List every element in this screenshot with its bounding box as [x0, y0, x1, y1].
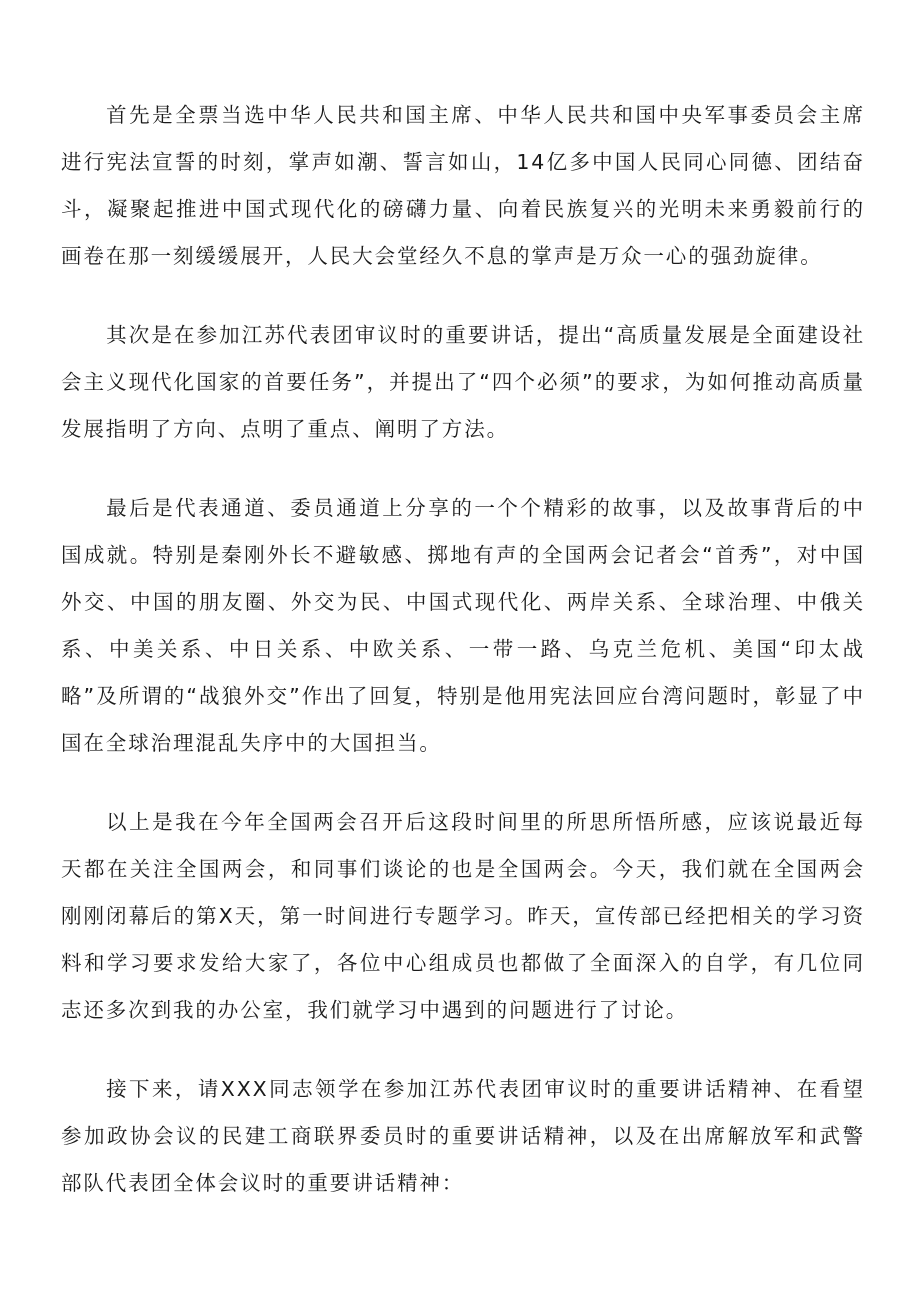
- paragraph-4: 以上是我在今年全国两会召开后这段时间里的所思所悟所感，应该说最近每天都在关注全国两会，和同事们谈论的也是全国两会。今天，我们就在全国两会刚刚闭幕后的第X天，第一时间进行专题学习。昨天，宣传部已经把相关的学习资料和学习要求发给大家了，各位中心组成员也都做了全面深入的自学，有几位同志还多次到我的办公室，我们就学习中遇到的问题进行了讨论。: [61, 810, 865, 1022]
- paragraph-2: 其次是在参加江苏代表团审议时的重要讲话，提出“高质量发展是全面建设社会主义现代化国家的首要任务”，并提出了“四个必须”的要求，为如何推动高质量发展指明了方向、点明了重点、阐明了方法。: [61, 323, 865, 441]
- paragraph-1: 首先是全票当选中华人民共和国主席、中华人民共和国中央军事委员会主席进行宪法宣誓的时刻，掌声如潮、誓言如山，14亿多中国人民同心同德、团结奋斗，凝聚起推进中国式现代化的磅礴力量、向着民族复兴的光明未来勇毅前行的画卷在那一刻缓缓展开，人民大会堂经久不息的掌声是万众一心的强劲旋律。: [61, 103, 865, 268]
- document-body: [61, 92, 865, 1239]
- paragraph-5: 接下来，请XXX同志领学在参加江苏代表团审议时的重要讲话精神、在看望参加政协会议的民建工商联界委员时的重要讲话精神，以及在出席解放军和武警部队代表团全体会议时的重要讲话精神：: [61, 1077, 865, 1195]
- paragraph-3: 最后是代表通道、委员通道上分享的一个个精彩的故事，以及故事背后的中国成就。特别是秦刚外长不避敏感、掷地有声的全国两会记者会“首秀”，对中国外交、中国的朋友圈、外交为民、中国式现代化、两岸关系、全球治理、中俄关系、中美关系、中日关系、中欧关系、一带一路、乌克兰危机、美国“印太战略”及所谓的“战狼外交”作出了回复，特别是他用宪法回应台湾问题时，彰显了中国在全球治理混乱失序中的大国担当。: [61, 496, 865, 755]
